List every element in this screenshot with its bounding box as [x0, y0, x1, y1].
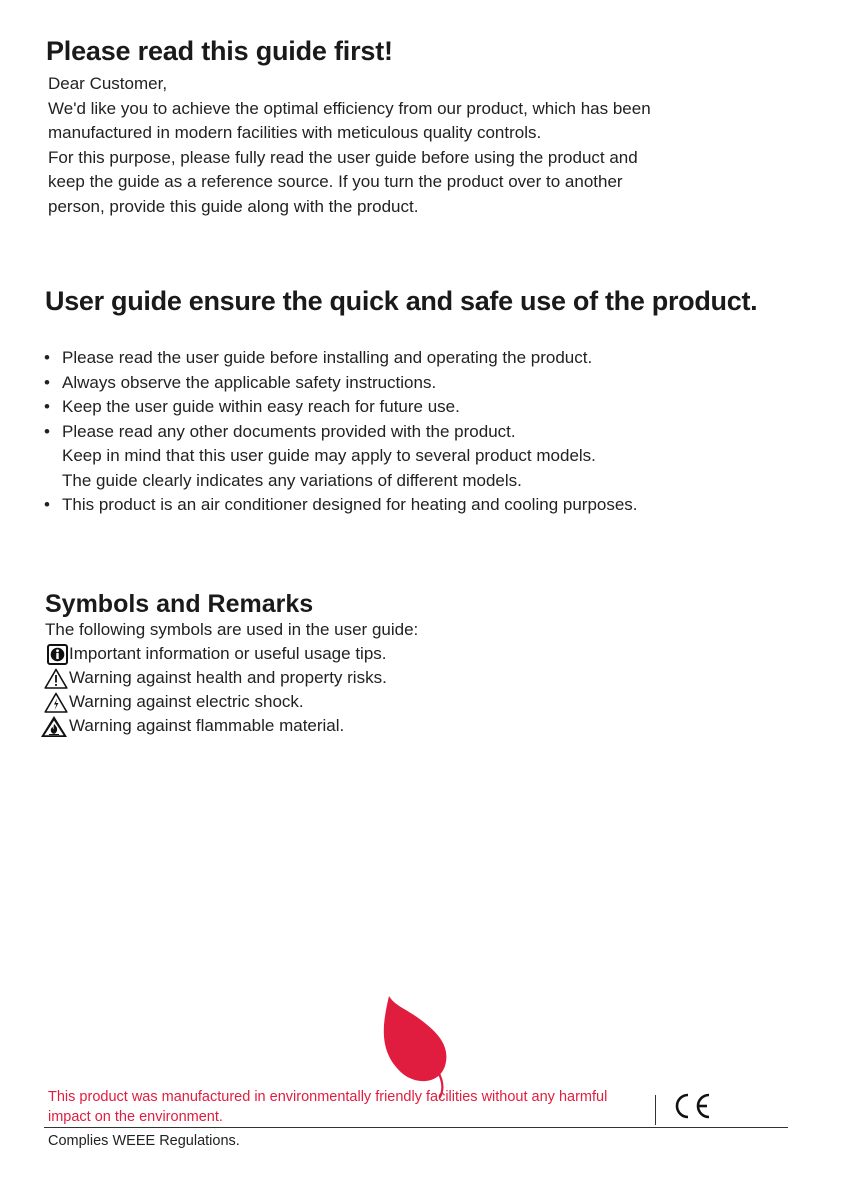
bullet-text: Please read any other documents provided with the product.	[62, 421, 516, 441]
list-item	[44, 493, 824, 518]
bullet-text: This product is an air conditioner designed for heating and cooling purposes.	[62, 495, 638, 514]
intro-line: manufactured in modern facilities with meticulous quality controls.	[48, 123, 542, 142]
bullet-dot: •	[44, 495, 50, 514]
bullet-dot: •	[44, 397, 50, 416]
bullet-text: Keep the user guide within easy reach for future use.	[62, 397, 460, 416]
eco-statement: This product was manufactured in environmentally friendly facilities without any harmful impact on the environment.	[48, 1089, 608, 1125]
section-title-symbols: Symbols and Remarks	[45, 590, 314, 618]
bullet-text: Please read the user guide before installing and operating the product.	[62, 348, 593, 367]
list-item	[44, 395, 824, 420]
section-title-read-guide: Please read this guide first!	[46, 36, 393, 66]
footer-divider	[44, 1127, 788, 1128]
intro-line: Dear Customer,	[48, 74, 168, 93]
intro-line: We'd like you to achieve the optimal efficiency from our product, which has been	[48, 98, 651, 118]
user-guide-bullet-list	[44, 346, 824, 518]
bullet-continuation: The guide clearly indicates any variations of different models.	[62, 470, 522, 490]
symbols-list	[34, 618, 734, 738]
ce-mark-icon	[670, 1090, 714, 1122]
flammable-icon	[34, 714, 68, 738]
warning-triangle-icon	[34, 666, 68, 690]
symbol-description: Warning against flammable material.	[69, 716, 345, 735]
list-item	[44, 420, 824, 494]
list-item	[34, 714, 734, 738]
weee-compliance-text: Complies WEEE Regulations.	[48, 1133, 240, 1149]
symbols-intro: The following symbols are used in the user guide:	[45, 620, 419, 639]
divider	[655, 1095, 656, 1125]
bullet-dot: •	[44, 421, 50, 441]
list-item	[44, 346, 824, 371]
intro-line: For this purpose, please fully read the user guide before using the product and	[48, 147, 638, 167]
list-item	[34, 690, 734, 714]
section-title-user-guide: User guide ensure the quick and safe use of the product.	[45, 286, 758, 316]
bullet-dot: •	[44, 372, 50, 392]
bullet-dot: •	[44, 348, 50, 367]
bullet-text: Always observe the applicable safety instructions.	[62, 372, 437, 392]
info-icon	[34, 642, 68, 666]
intro-line: keep the guide as a reference source. If you turn the product over to another	[48, 172, 623, 191]
list-item	[34, 666, 734, 690]
list-item	[34, 642, 734, 666]
symbol-description: Important information or useful usage tips.	[69, 644, 387, 663]
intro-paragraph	[48, 72, 808, 219]
symbol-description: Warning against health and property risks.	[69, 668, 387, 687]
electric-shock-icon	[34, 690, 68, 714]
leaf-icon	[381, 994, 451, 1098]
list-item	[44, 371, 824, 396]
symbol-description: Warning against electric shock.	[69, 692, 304, 711]
intro-line: person, provide this guide along with the product.	[48, 196, 419, 216]
bullet-continuation: Keep in mind that this user guide may apply to several product models.	[62, 446, 596, 465]
